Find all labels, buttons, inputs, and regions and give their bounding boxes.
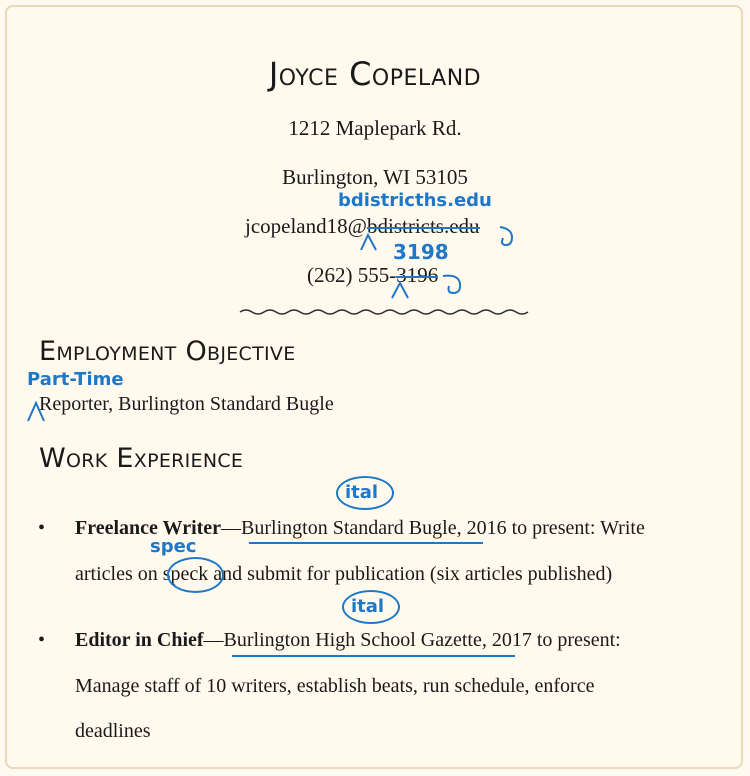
- email-domain: bdistricts.edu: [366, 214, 480, 238]
- phone-line: [307, 263, 438, 288]
- spec-correction: spec: [150, 536, 197, 557]
- job-1-dash: —: [221, 517, 242, 539]
- job-2-org: Burlington High School Gazette: [223, 629, 482, 651]
- job-2-line-1: [75, 629, 621, 652]
- job-1-title: Freelance Writer: [75, 517, 222, 539]
- objective-text: Reporter, Burlington Standard Bugle: [39, 393, 334, 415]
- objective-insert: Part-Time: [27, 369, 124, 390]
- job-2-title: Editor in Chief: [75, 629, 204, 651]
- email-user: jcopeland18@: [245, 214, 367, 238]
- job-1-line-2c: and submit for publication (six articles published): [208, 563, 613, 585]
- phone-suffix: 3196: [396, 263, 439, 287]
- bullet-2: •: [38, 629, 46, 651]
- resume-name: Joyce Copeland: [268, 55, 482, 93]
- experience-heading: Work Experience: [39, 443, 244, 474]
- email-line: [245, 214, 480, 239]
- underline-2: [232, 655, 515, 657]
- email-correction: bdistricths.edu: [338, 190, 492, 211]
- job-2-line-2: Manage staff of 10 writers, establish beats, run schedule, enforce: [75, 675, 595, 697]
- job-1-rest: , 2016 to present: Write: [456, 517, 645, 539]
- objective-heading: Employment Objective: [39, 336, 296, 367]
- underline-1: [249, 542, 483, 544]
- phone-prefix: (262) 555-: [307, 263, 397, 287]
- phone-correction: 3198: [393, 240, 449, 264]
- address-line-2: Burlington, WI 53105: [282, 165, 468, 189]
- job-1-speck: speck: [162, 563, 209, 585]
- speck-circle: [167, 557, 224, 593]
- job-1-line-2a: articles on: [75, 563, 163, 585]
- ital-mark-1: ital: [345, 482, 379, 503]
- bullet-1: •: [38, 517, 46, 539]
- job-1-line-2: [75, 563, 612, 586]
- job-2-dash: —: [203, 629, 224, 651]
- ital-mark-2: ital: [351, 596, 385, 617]
- job-2-rest: , 2017 to present:: [481, 629, 621, 651]
- job-1-org: Burlington Standard Bugle: [241, 517, 457, 539]
- address-line-1: 1212 Maplepark Rd.: [288, 116, 462, 140]
- job-2-line-3: deadlines: [75, 720, 151, 742]
